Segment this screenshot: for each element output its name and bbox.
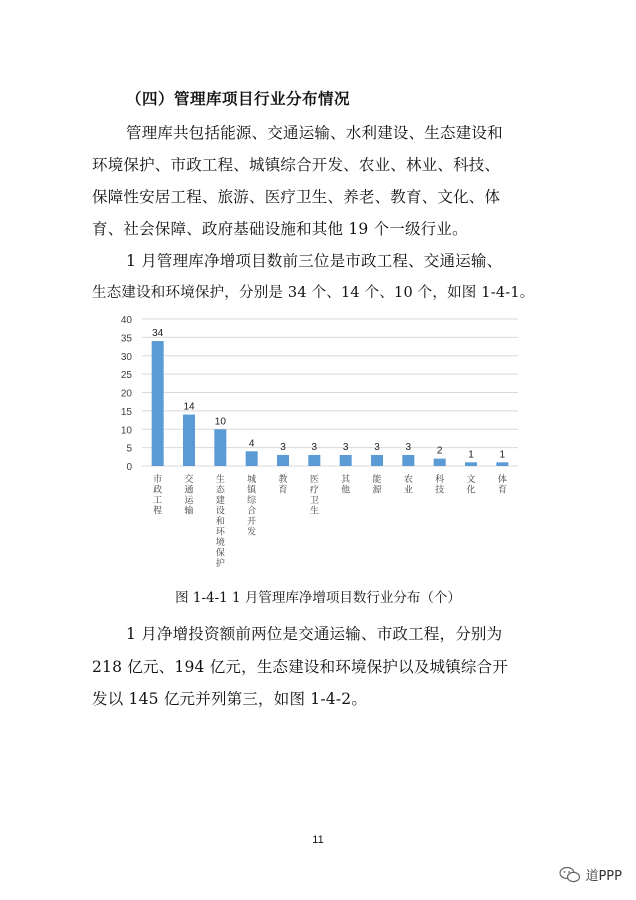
data-label: 3: [311, 441, 318, 453]
category-label: 生态建设和环境保护: [215, 474, 225, 568]
y-axis-ticks: [121, 315, 133, 473]
paragraph-line: 管理库共包括能源、交通运输、水利建设、生态建设和: [126, 124, 503, 142]
bar: [434, 459, 446, 466]
data-label: 3: [280, 441, 286, 453]
data-label: 3: [374, 441, 380, 453]
y-tick-label: 15: [120, 406, 132, 418]
bar: [402, 455, 414, 466]
y-tick-label: 10: [120, 425, 132, 437]
category-label: 文化: [466, 474, 476, 495]
category-label: 能源: [372, 474, 382, 495]
data-label: 1: [468, 449, 474, 461]
data-label: 14: [183, 401, 195, 413]
y-tick-label: 30: [120, 351, 132, 363]
page-number: 11: [312, 834, 324, 846]
bar: [496, 462, 508, 466]
bar: [214, 429, 226, 466]
y-tick-label: 20: [120, 388, 132, 400]
y-tick-label: 0: [126, 462, 132, 473]
bar: [183, 415, 195, 466]
paragraph-line: 环境保护、市政工程、城镇综合开发、农业、林业、科技、: [92, 156, 501, 174]
category-label: 科技: [435, 474, 445, 495]
category-label: 交通运输: [184, 474, 194, 516]
paragraph-line: 保障性安居工程、旅游、医疗卫生、养老、教育、文化、体: [92, 188, 501, 206]
paragraph-line: 发以 145 亿元并列第三，如图 1-4-2。: [92, 690, 368, 708]
bar: [371, 455, 383, 466]
data-labels: [152, 328, 505, 460]
category-label: 农业: [403, 474, 413, 495]
paragraph-line: 1 月净增投资额前两位是交通运输、市政工程，分别为: [126, 625, 503, 643]
category-label: 城镇综合开发: [247, 474, 257, 537]
data-label: 34: [152, 328, 164, 340]
data-label: 3: [342, 441, 349, 453]
bar: [152, 341, 164, 466]
paragraph-line: 育、社会保障、政府基础设施和其他 19 个一级行业。: [92, 220, 468, 238]
data-label: 3: [405, 441, 412, 453]
y-tick-label: 35: [120, 333, 132, 345]
y-tick-label: 25: [120, 370, 132, 382]
bar: [246, 451, 258, 466]
data-label: 1: [499, 449, 506, 461]
watermark: [559, 865, 622, 884]
category-label: 其他: [341, 474, 351, 495]
paragraph-line: 1 月管理库净增项目数前三位是市政工程、交通运输、: [126, 252, 503, 270]
section-heading: （四）管理库项目行业分布情况: [126, 90, 351, 108]
category-label: 体育: [497, 474, 507, 495]
bar: [277, 455, 289, 466]
bar: [465, 462, 477, 466]
category-labels: [153, 473, 507, 568]
category-label: 医疗卫生: [309, 474, 319, 516]
category-label: 市政工程: [153, 474, 163, 516]
watermark-text: 道PPP: [585, 869, 622, 884]
y-tick-label: 5: [126, 443, 132, 455]
industry-bar-chart: [108, 300, 528, 575]
wechat-icon: [559, 866, 581, 884]
figure-caption: 图 1-4-1 1 月管理库净增项目数行业分布（个）: [175, 590, 461, 606]
data-label: 2: [436, 445, 443, 457]
category-label: 教育: [278, 474, 288, 495]
paragraph-line: 生态建设和环境保护，分别是 34 个、14 个、10 个，如图 1-4-1。: [92, 285, 535, 301]
data-label: 4: [248, 438, 255, 450]
grid-lines: [142, 319, 518, 466]
y-tick-label: 40: [120, 315, 132, 326]
paragraph-line: 218 亿元、194 亿元，生态建设和环境保护以及城镇综合开: [92, 658, 509, 676]
bar: [308, 455, 320, 466]
bar: [340, 455, 352, 466]
data-label: 10: [214, 416, 226, 428]
